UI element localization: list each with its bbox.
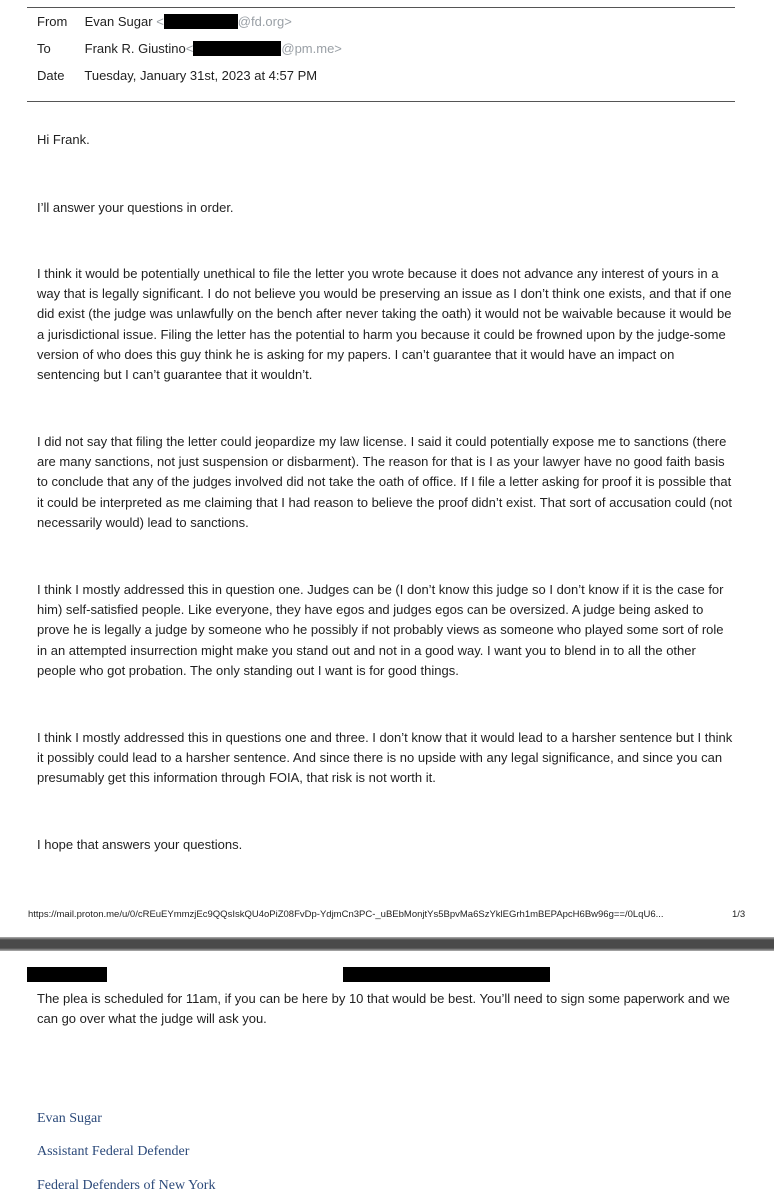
to-email-redaction [193, 41, 281, 56]
page2-paragraph: The plea is scheduled for 11am, if you can be here by 10 that would be best. You’ll need to sign some paperwork and we can go over what the judge will ask you. [37, 991, 730, 1027]
to-email-domain: @pm.me> [281, 41, 342, 56]
body-paragraph-answer-one: I think it would be potentially unethical to file the letter you wrote because it does not advance any interest of yours in a way that is legally significant. I do not believe you would be preserving an issue as I don’t think one exists, and that if one did exist (the judge was unlawfully on the bench after never taking the oath) it would not be waivable because it would be a jurisdictional issue. Filing the letter has the potential to harm you because it could be frowned upon by the judge-some version of who does this guy think he is asking for my papers. I can’t guarantee that it would have an impact on sentencing but I can’t guarantee that it wouldn’t. [37, 266, 732, 383]
to-name: Frank R. Giustino [84, 41, 186, 56]
body-paragraph-answer-four: I think I mostly addressed this in questions one and three. I don’t know that it would lead to a harsher sentence but I think it possibly could lead to a harsher sentence. And since there is no upside with any legal significance, and since you can presumably get this information through FOIA, that risk is not worth it. [37, 730, 733, 786]
print-footer-url: https://mail.proton.me/u/0/cREuEYmmzjEc9QQsIskQU4oPiZ08FvDp-YdjmCn3PC-_uBEbMonjtYs5BpvMa6SzYklEGrh1mBEPApcH6Bw96g==/0LqU6... [28, 909, 664, 920]
body-paragraph-answer-two: I did not say that filing the letter could jeopardize my law license. I said it could potentially expose me to sanctions (there are many sanctions, not just suspension or disbarment). The reason for that is I as your lawyer have no good faith basis to conclude that any of the judges involved did not take the oath of office. If I file a letter asking for proof it is possible that it could be interpreted as me claiming that I had reason to believe the proof didn’t exist. That sort of accusation could (not necessarily would) lead to sanctions. [37, 434, 732, 530]
page-break-bar [0, 937, 774, 951]
print-footer-page-number: 1/3 [732, 909, 746, 920]
date-row [37, 67, 317, 85]
signature-organization: Federal Defenders of New York [37, 1178, 216, 1193]
from-email-redaction [164, 14, 238, 29]
from-bracket: < [156, 14, 164, 29]
closing-line: I hope that answers your questions. [37, 837, 243, 852]
from-name: Evan Sugar [84, 14, 153, 29]
redaction-block-right [343, 967, 550, 982]
body-paragraph-answer-three: I think I mostly addressed this in question one. Judges can be (I don’t know this judge so I don’t know if it is the case for him) self-satisfied people. Like everyone, they have egos and judges egos can be oversized. A judge being asked to prove he is legally a judge by someone who he possibly if not probably views as someone who played some sort of role in an attempted insurrection might make you stand out and not in a good way. I want you to blend in to all the other people who got probation. The only standing out I want is for good things. [37, 582, 724, 678]
to-row [37, 40, 342, 58]
to-bracket: < [185, 41, 194, 56]
header-bottom-rule [27, 101, 735, 102]
redaction-block-left [27, 967, 107, 982]
from-email-domain: @fd.org> [237, 14, 292, 29]
signature-name: Evan Sugar [37, 1111, 102, 1126]
header-top-rule [27, 7, 735, 8]
signature-title: Assistant Federal Defender [37, 1144, 190, 1159]
from-label: From [37, 14, 68, 29]
body-paragraph-intro: I’ll answer your questions in order. [37, 200, 234, 215]
date-value: Tuesday, January 31st, 2023 at 4:57 PM [84, 68, 318, 83]
greeting: Hi Frank. [37, 132, 90, 147]
to-label: To [37, 41, 51, 56]
date-label: Date [37, 68, 65, 83]
from-row [37, 13, 292, 31]
